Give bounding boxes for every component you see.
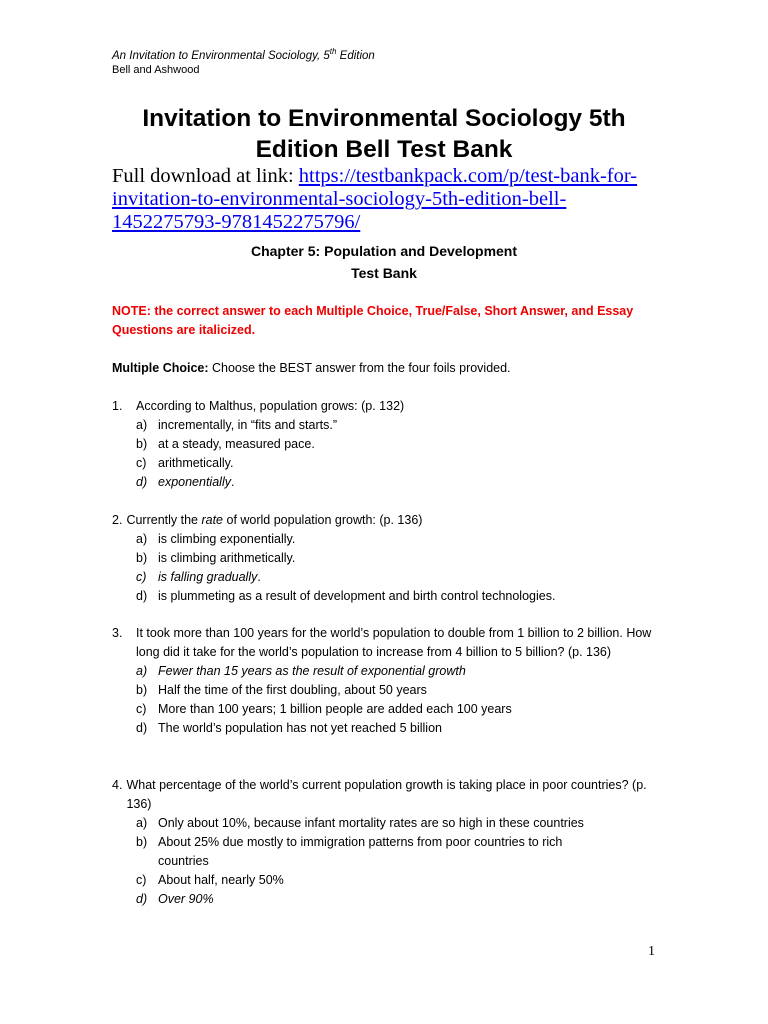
answer-option [136,435,652,454]
option-letter: a) [136,418,148,432]
question-text: It took more than 100 years for the world’s population to double from 1 billion to 2 billion. How long did it take for the world’s population to increase from 4 billion to 5 billion? (p. 136) [136,626,652,659]
option-text: is climbing arithmetically. [158,551,296,565]
option-text-tail: . [257,570,261,584]
option-text: is plummeting as a result of development and birth control technologies. [158,589,556,603]
question-text: What percentage of the world’s current population growth is taking place in poor countries? (p. 136) [126,778,647,811]
answer-option [136,833,652,871]
question-number: 4. [112,778,123,792]
download-prefix: Full download at link: [112,165,299,187]
question-text: According to Malthus, population grows: (p. 132) [136,399,405,413]
document-title [112,103,656,165]
option-text: About 25% due mostly to immigration patterns from poor countries to rich countries [158,835,563,868]
option-text: arithmetically. [158,456,234,470]
question-text-emphasis: rate [201,513,224,527]
answer-option [136,549,652,568]
answer-option [136,700,652,719]
download-link-line-1: https://testbankpack.com/p/test-bank-for- [298,165,638,187]
question-2 [112,511,652,606]
question-number: 2. [112,513,123,527]
question-3 [112,624,652,738]
option-letter: a) [136,816,148,830]
running-header-authors: Bell and Ashwood [112,64,200,76]
option-letter: c) [136,456,147,470]
page-number: 1 [648,944,655,959]
running-header-title [112,47,375,62]
title-line-2: Edition Bell Test Bank [255,136,513,163]
answer-option [136,719,652,738]
chapter-heading [112,240,656,284]
question-text-pre: Currently the [126,513,202,527]
header-title-superscript: th [329,47,337,56]
download-link-line-3: 1452275793-9781452275796/ [112,211,361,233]
option-letter: a) [136,664,148,678]
answer-option [136,454,652,473]
option-letter: c) [136,570,147,584]
option-text: Fewer than 15 years as the result of exponential growth [158,664,466,678]
chapter-subtitle: Test Bank [351,265,417,281]
answer-option [136,416,652,435]
answer-option [136,530,652,549]
question-stem [112,776,652,814]
answer-option [136,681,652,700]
option-text: Only about 10%, because infant mortality rates are so high in these countries [158,816,584,830]
option-letter: d) [136,892,148,906]
question-number: 1. [112,399,123,413]
question-text [126,511,422,530]
option-letter: c) [136,873,147,887]
option-text-tail: . [230,475,235,489]
option-letter: b) [136,437,148,451]
answer-option-correct [136,890,652,909]
option-letter: b) [136,835,148,849]
answer-option [136,814,652,833]
option-letter: d) [136,589,148,603]
answer-option-correct [136,473,652,492]
option-letter: d) [136,475,148,489]
option-text: Half the time of the first doubling, about 50 years [158,683,427,697]
answer-note: NOTE: the correct answer to each Multiple Choice, True/False, Short Answer, and Essay Questions are italicized. [112,304,634,337]
question-stem [112,624,652,662]
option-letter: d) [136,721,148,735]
answer-option [136,587,652,606]
option-text: Over 90% [158,892,214,906]
answer-option-correct [136,568,652,587]
option-letter: b) [136,551,148,565]
question-stem [112,397,652,416]
option-text: incrementally, in “fits and starts.” [158,418,337,432]
option-letter: a) [136,532,148,546]
question-number: 3. [112,626,123,640]
chapter-title: Chapter 5: Population and Development [250,243,518,259]
question-1 [112,397,652,492]
multiple-choice-intro [112,359,511,378]
question-text-post: of world population growth: (p. 136) [223,513,423,527]
option-text: About half, nearly 50% [158,873,284,887]
header-title-tail: Edition [336,49,375,62]
option-text: More than 100 years; 1 billion people are added each 100 years [158,702,512,716]
answer-option [136,871,652,890]
download-link-line-2: invitation-to-environmental-sociology-5th-edition-bell- [112,188,567,210]
title-line-1: Invitation to Environmental Sociology 5th [142,105,626,132]
question-stem [112,511,652,530]
option-text: is falling gradually [158,570,258,584]
option-letter: c) [136,702,147,716]
question-4 [112,776,652,909]
option-text: The world’s population has not yet reached 5 billion [158,721,442,735]
option-text: exponentially [158,475,231,489]
option-text: at a steady, measured pace. [158,437,315,451]
download-link-block [112,165,652,234]
option-text: is climbing exponentially. [158,532,296,546]
option-letter: b) [136,683,148,697]
multiple-choice-label: Multiple Choice: [112,361,209,375]
answer-option-correct [136,662,652,681]
multiple-choice-instructions: Choose the BEST answer from the four foils provided. [208,361,511,375]
header-title-text: An Invitation to Environmental Sociology, 5 [112,49,330,62]
